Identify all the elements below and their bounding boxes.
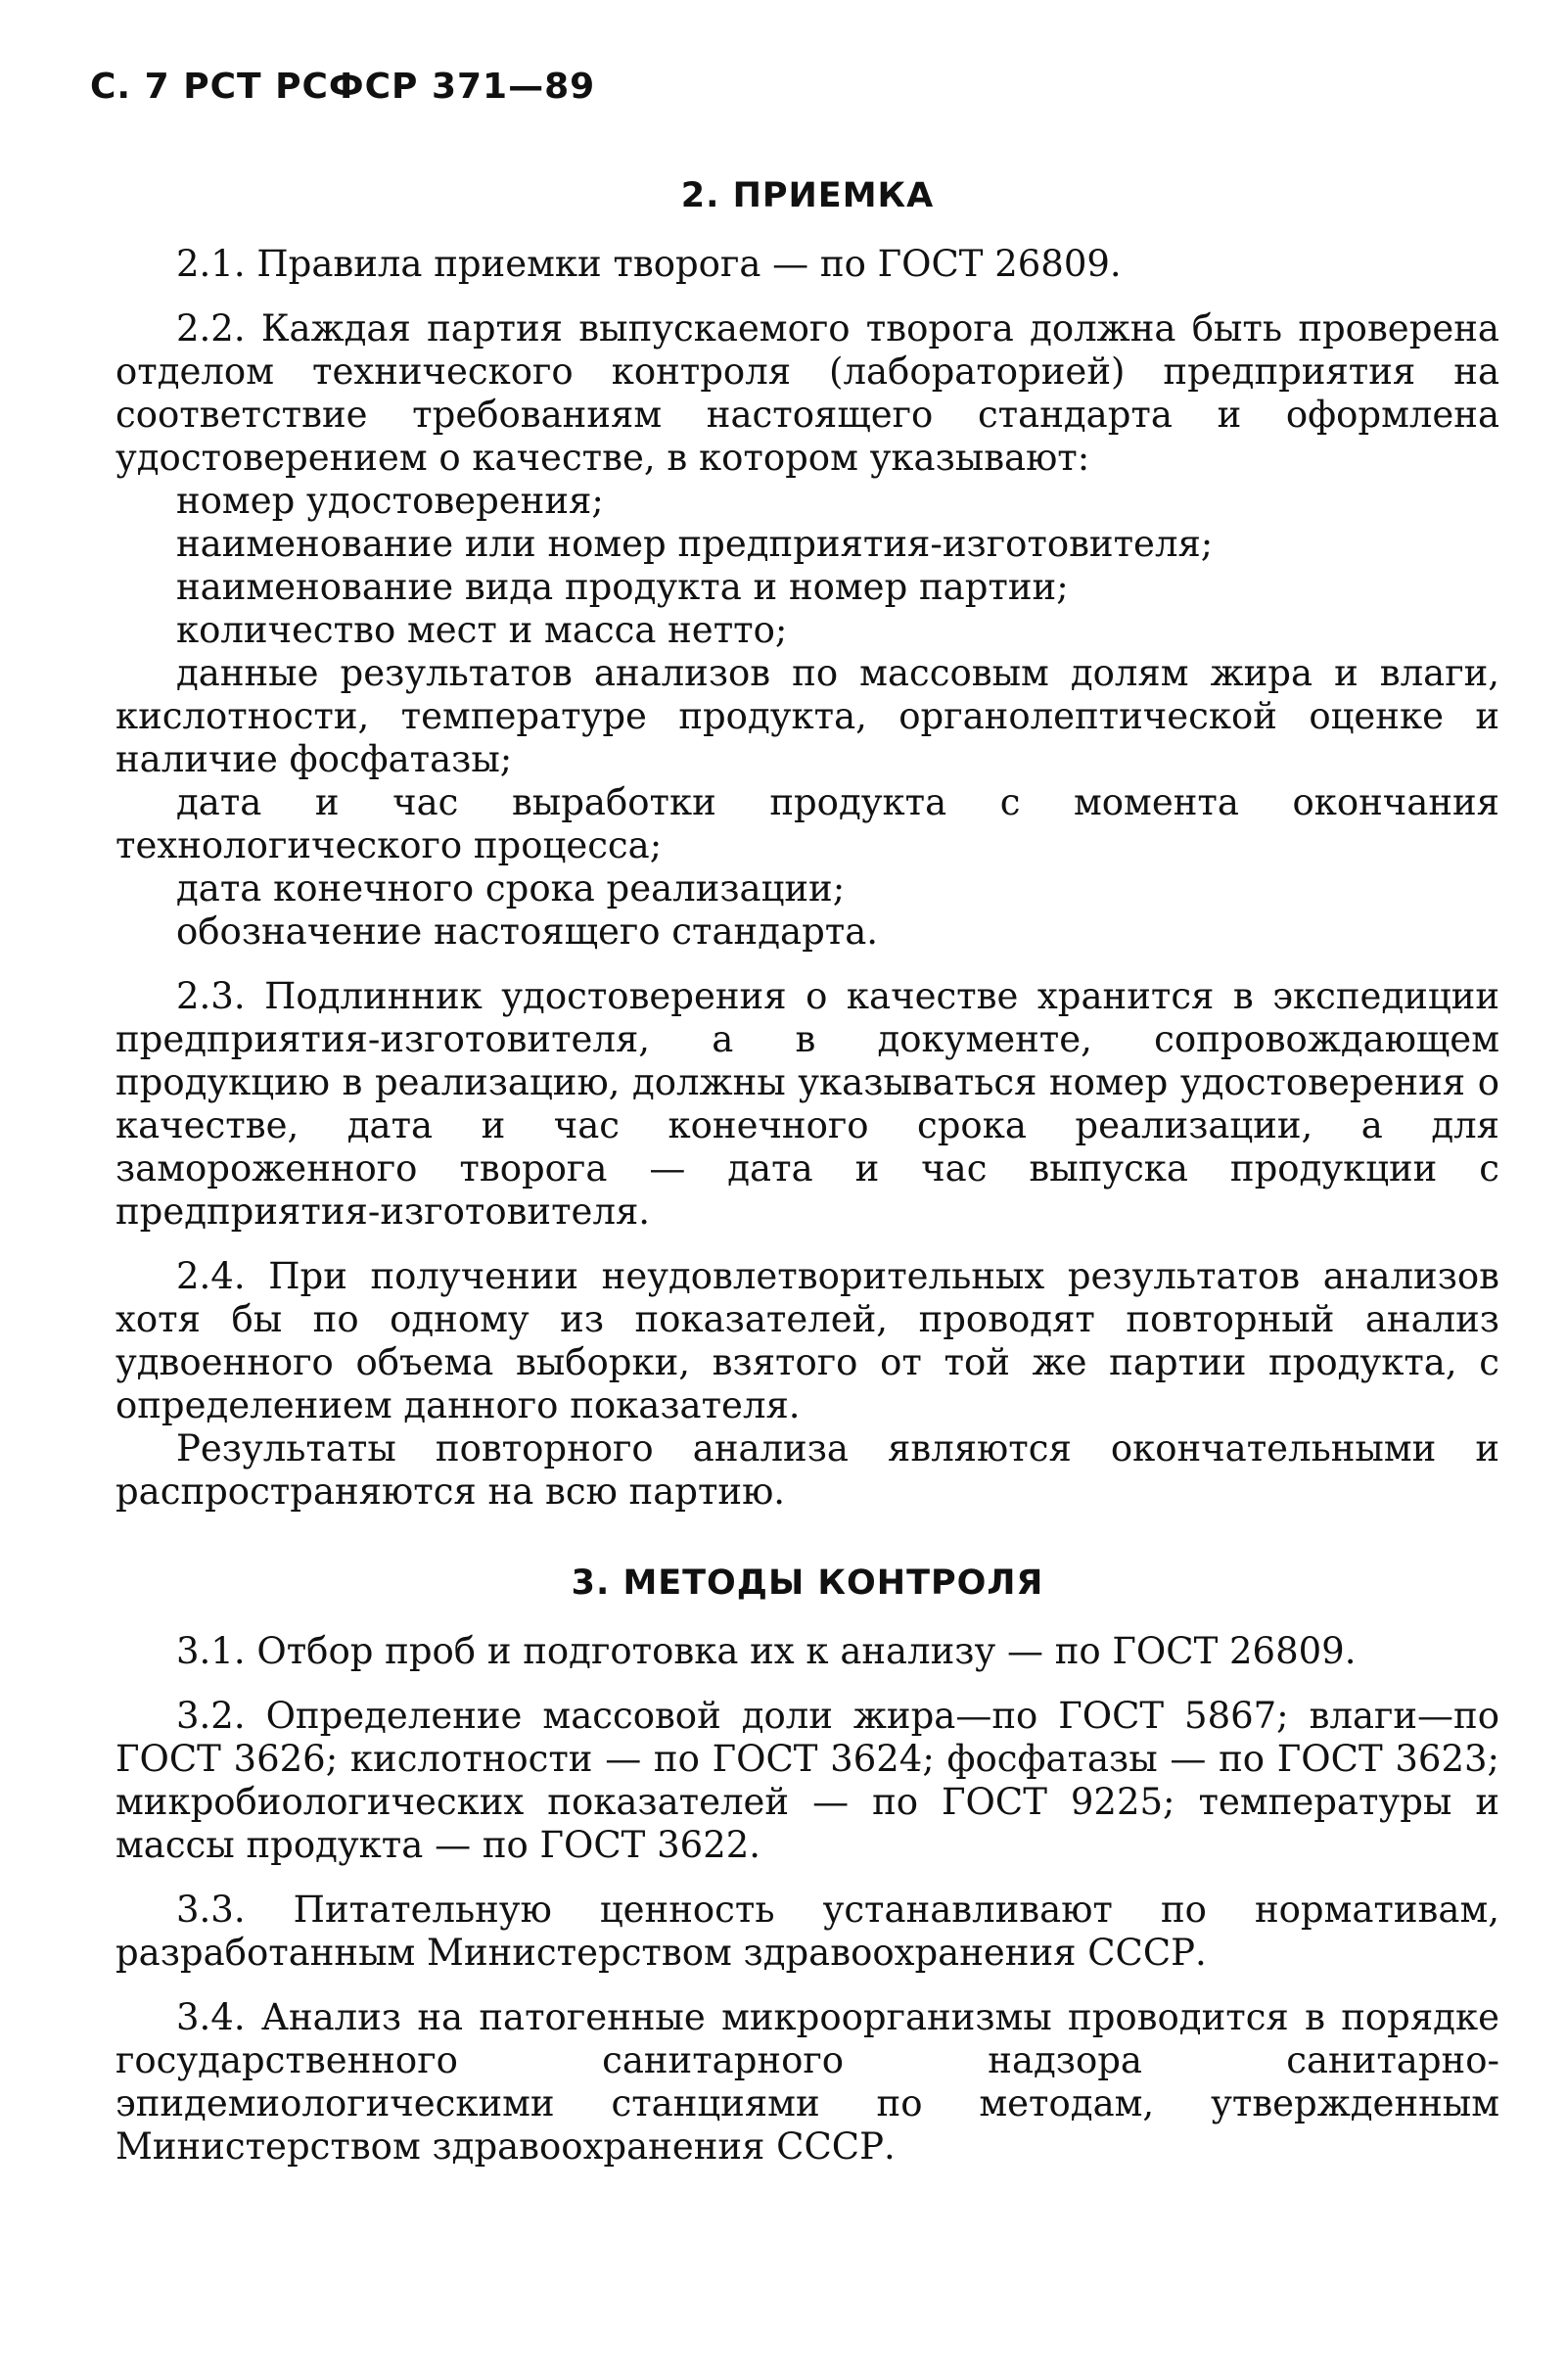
running-head: С. 7 РСТ РСФСР 371—89: [90, 67, 596, 107]
list-item: наименование или номер предприятия-изготовителя;: [176, 523, 1214, 565]
paragraph-2-2: 2.2. Каждая партия выпускаемого творога должна быть проверена отделом технического контроля (лабораторией) предприятия на соответствие требованиям настоящего стандарта и оформлена удостоверением о качестве, в котором указывают:: [115, 307, 1499, 479]
list-item: обозначение настоящего стандарта.: [176, 910, 879, 953]
section-test-methods-body: [115, 1630, 1499, 2169]
paragraph-3-2: 3.2. Определение массовой доли жира—по ГОСТ 5867; влаги—по ГОСТ 3626; кислотности — по ГОСТ 3624; фосфатазы — по ГОСТ 3623; микробиологических показателей — по ГОСТ 9225; температуры и массы продукта — по ГОСТ 3622.: [115, 1695, 1499, 1866]
list-item: дата конечного срока реализации;: [176, 867, 846, 910]
list-item: данные результатов анализов по массовым долям жира и влаги, кислотности, температуре продукта, органолептической оценке и наличие фосфатазы;: [115, 652, 1499, 780]
paragraph-2-4-continuation: Результаты повторного анализа являются окончательными и распространяются на всю партию.: [115, 1427, 1499, 1513]
list-item: дата и час выработки продукта с момента окончания технологического процесса;: [115, 781, 1499, 866]
list-item: номер удостоверения;: [176, 480, 604, 522]
paragraph-3-1: 3.1. Отбор проб и подготовка их к анализу — по ГОСТ 26809.: [176, 1630, 1357, 1672]
paragraph-3-4: 3.4. Анализ на патогенные микроорганизмы проводится в порядке государственного санитарного надзора санитарно-эпидемиологическими станциями по методам, утвержденным Министерством здравоохранения СССР.: [115, 1996, 1499, 2168]
paragraph-2-3: 2.3. Подлинник удостоверения о качестве хранится в экспедиции предприятия-изготовителя, а в документе, сопровождающем продукцию в реализацию, должны указываться номер удостоверения о качестве, дата и час конечного срока реализации, а для замороженного творога — дата и час выпуска продукции с предприятия-изготовителя.: [115, 975, 1499, 1233]
section-title-acceptance: 2. ПРИЕМКА: [680, 176, 935, 215]
section-title-test-methods: 3. МЕТОДЫ КОНТРОЛЯ: [571, 1563, 1044, 1603]
section-acceptance-body: [115, 243, 1499, 1514]
paragraph-2-4: 2.4. При получении неудовлетворительных результатов анализов хотя бы по одному из показателей, проводят повторный анализ удвоенного объема выборки, взятого от той же партии продукта, с определением данного показателя.: [115, 1255, 1499, 1426]
paragraph-3-3: 3.3. Питательную ценность устанавливают по нормативам, разработанным Министерством здравоохранения СССР.: [115, 1889, 1499, 1974]
list-item: наименование вида продукта и номер партии;: [176, 566, 1069, 608]
list-item: количество мест и масса нетто;: [176, 609, 788, 651]
paragraph-2-1: 2.1. Правила приемки творога — по ГОСТ 26809.: [176, 243, 1122, 285]
